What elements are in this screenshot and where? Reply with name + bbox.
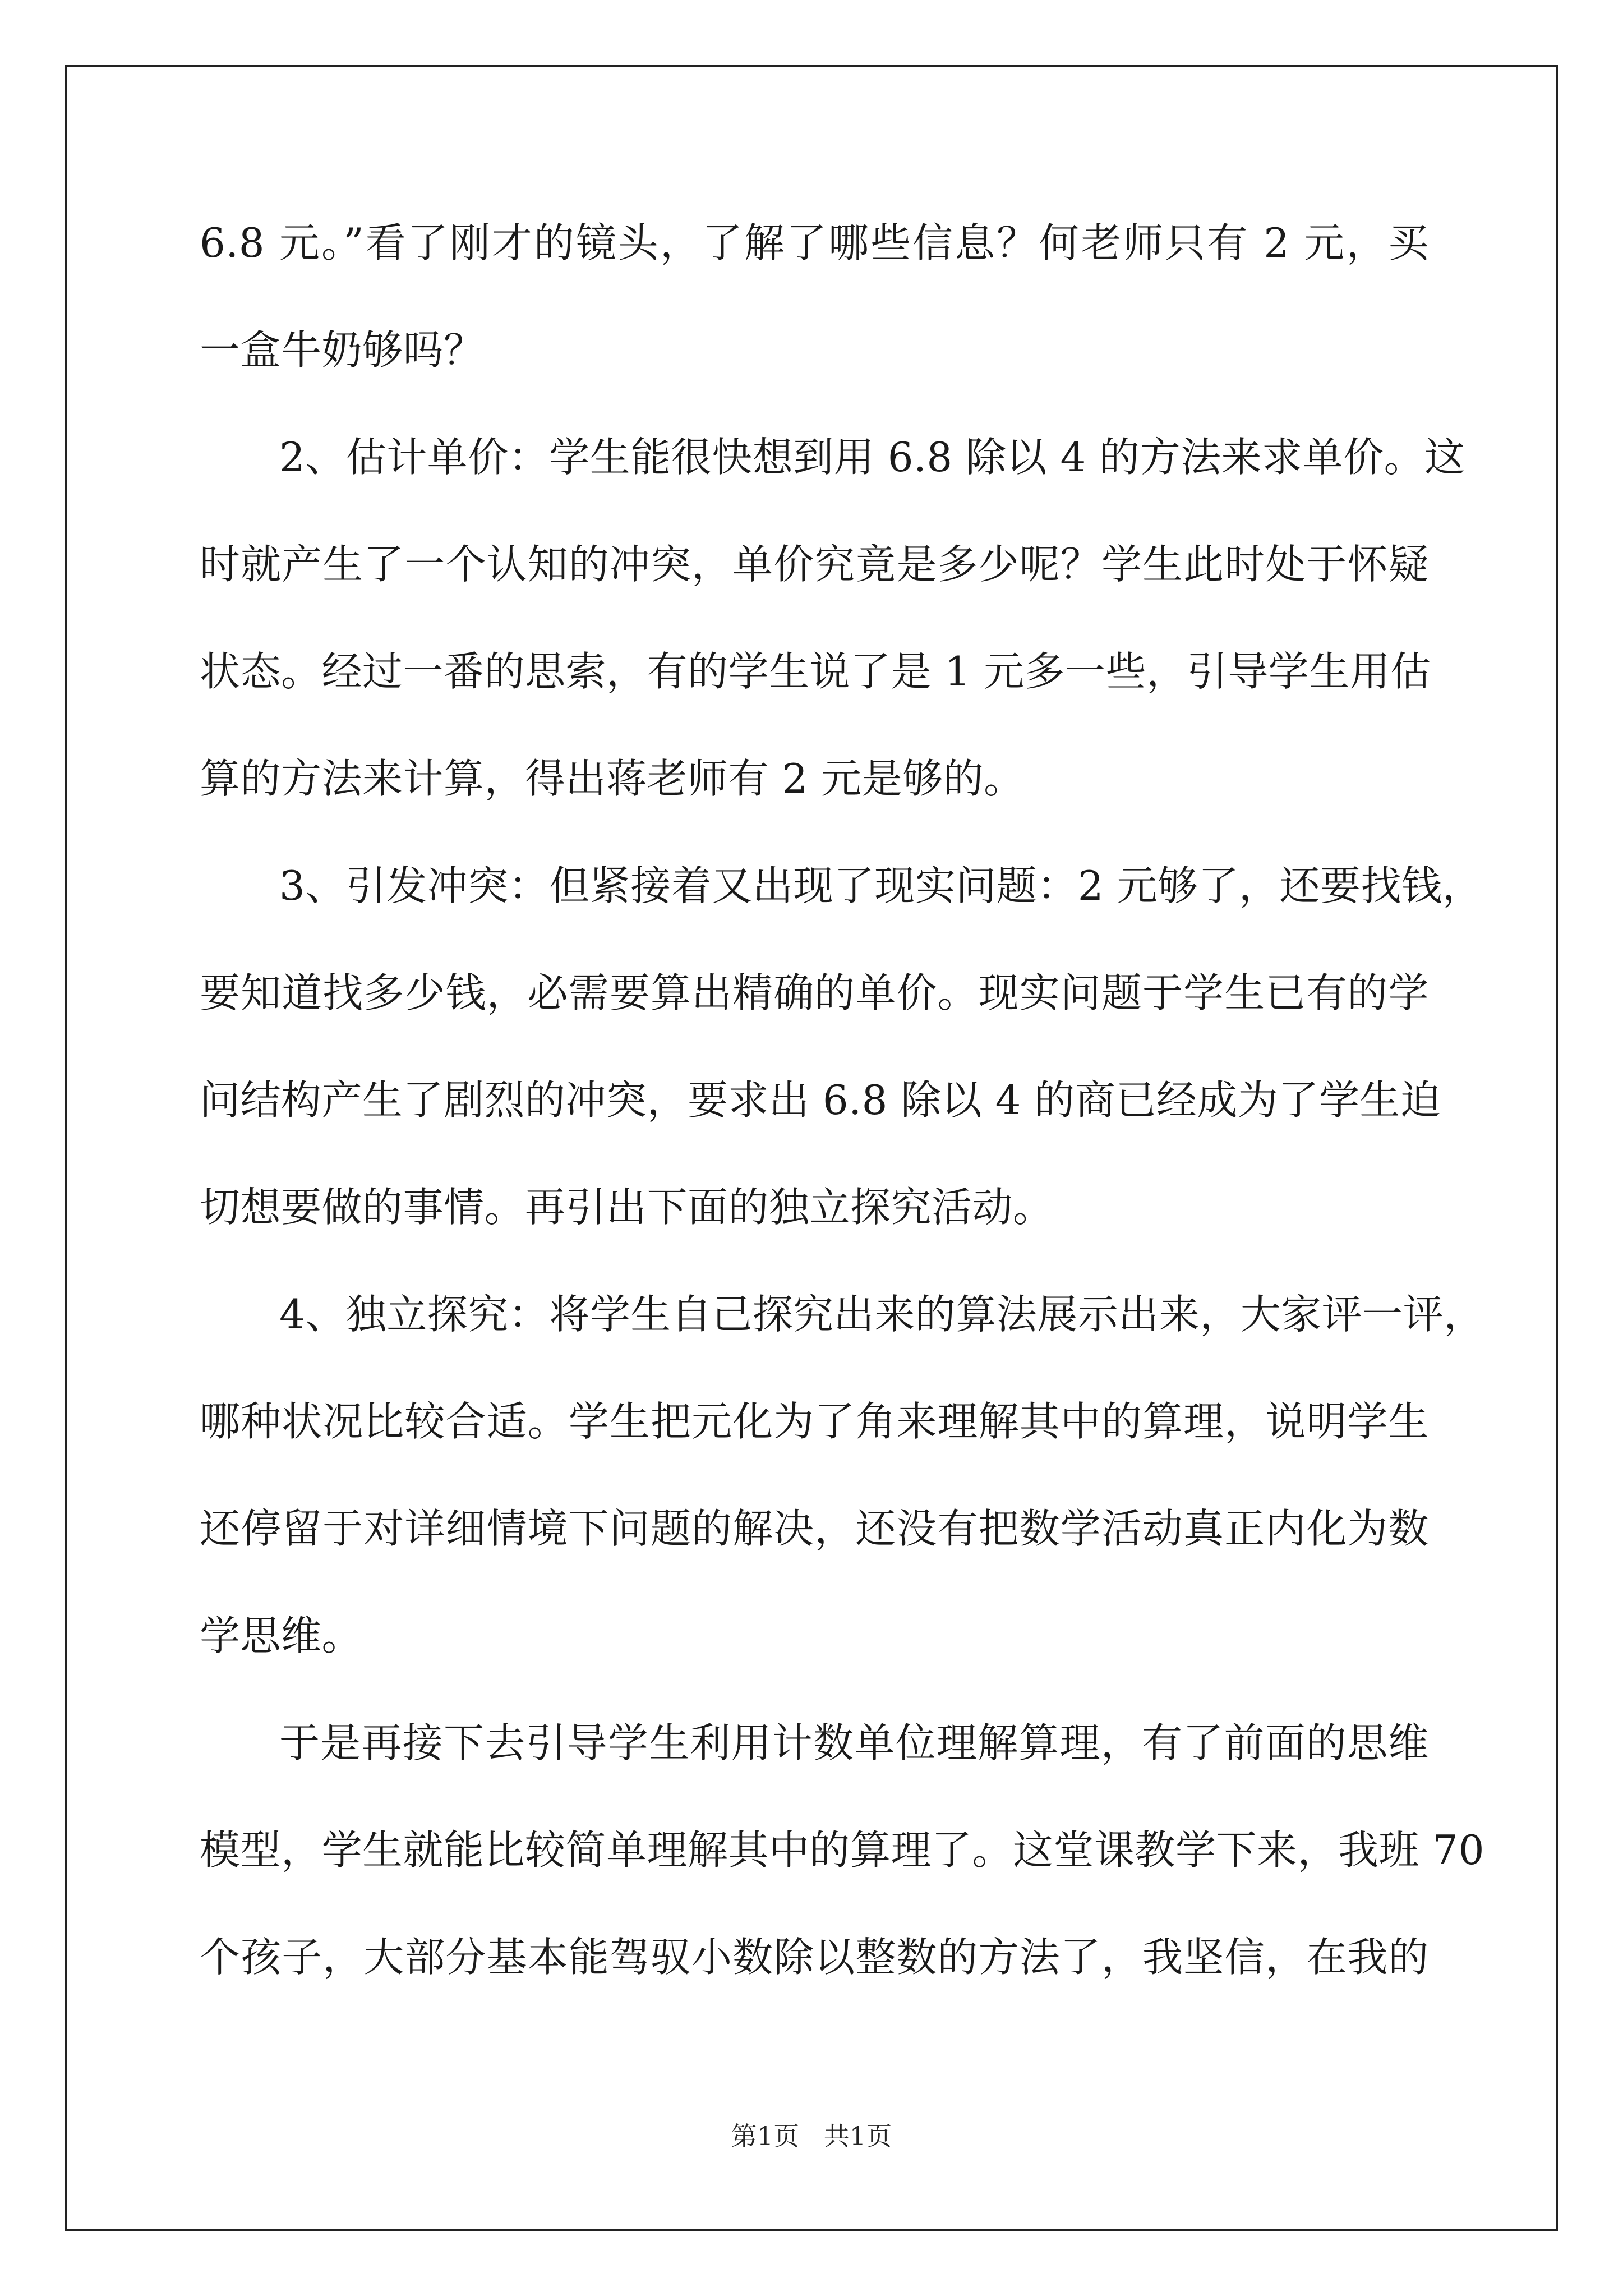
paragraph-line: 个孩子，大部分基本能驾驭小数除以整数的方法了，我坚信，在我的 [200, 1934, 1429, 1981]
paragraph-line: 时就产生了一个认知的冲突，单价究竟是多少呢？学生此时处于怀疑 [200, 541, 1429, 588]
document-body [200, 219, 1485, 1981]
paragraph-line: 还停留于对详细情境下问题的解决，还没有把数学活动真正内化为数 [200, 1505, 1429, 1552]
paragraph-line: 4、独立探究：将学生自己探究出来的算法展示出来，大家评一评， [279, 1291, 1484, 1338]
paragraph-line: 切想要做的事情。再引出下面的独立探究活动。 [200, 1184, 1054, 1231]
paragraph-line: 要知道找多少钱，必需要算出精确的单价。现实问题于学生已有的学 [200, 969, 1429, 1016]
paragraph-line: 学思维。 [200, 1612, 363, 1659]
paragraph-line: 于是再接下去引导学生利用计数单位理解算理，有了前面的思维 [279, 1719, 1429, 1766]
paragraph-line: 2、估计单价：学生能很快想到用 6.8 除以 4 的方法来求单价。这 [279, 434, 1465, 481]
paragraph-line: 哪种状况比较合适。学生把元化为了角来理解其中的算理，说明学生 [200, 1398, 1429, 1445]
paragraph-line: 算的方法来计算，得出蒋老师有 2 元是够的。 [200, 755, 1025, 802]
page-footer: 第1页 共1页 [731, 2121, 892, 2151]
paragraph-line: 一盒牛奶够吗？ [200, 326, 485, 374]
paragraph-line: 6.8 元。”看了刚才的镜头，了解了哪些信息？何老师只有 2 元，买 [200, 219, 1429, 266]
paragraph-line: 3、引发冲突：但紧接着又出现了现实问题：2 元够了，还要找钱， [279, 862, 1483, 909]
paragraph-line: 状态。经过一番的思索，有的学生说了是 1 元多一些，引导学生用估 [200, 648, 1431, 695]
paragraph-line: 模型，学生就能比较简单理解其中的算理了。这堂课教学下来，我班 70 [200, 1826, 1485, 1874]
paragraph-line: 问结构产生了剧烈的冲突，要求出 6.8 除以 4 的商已经成为了学生迫 [200, 1076, 1441, 1124]
